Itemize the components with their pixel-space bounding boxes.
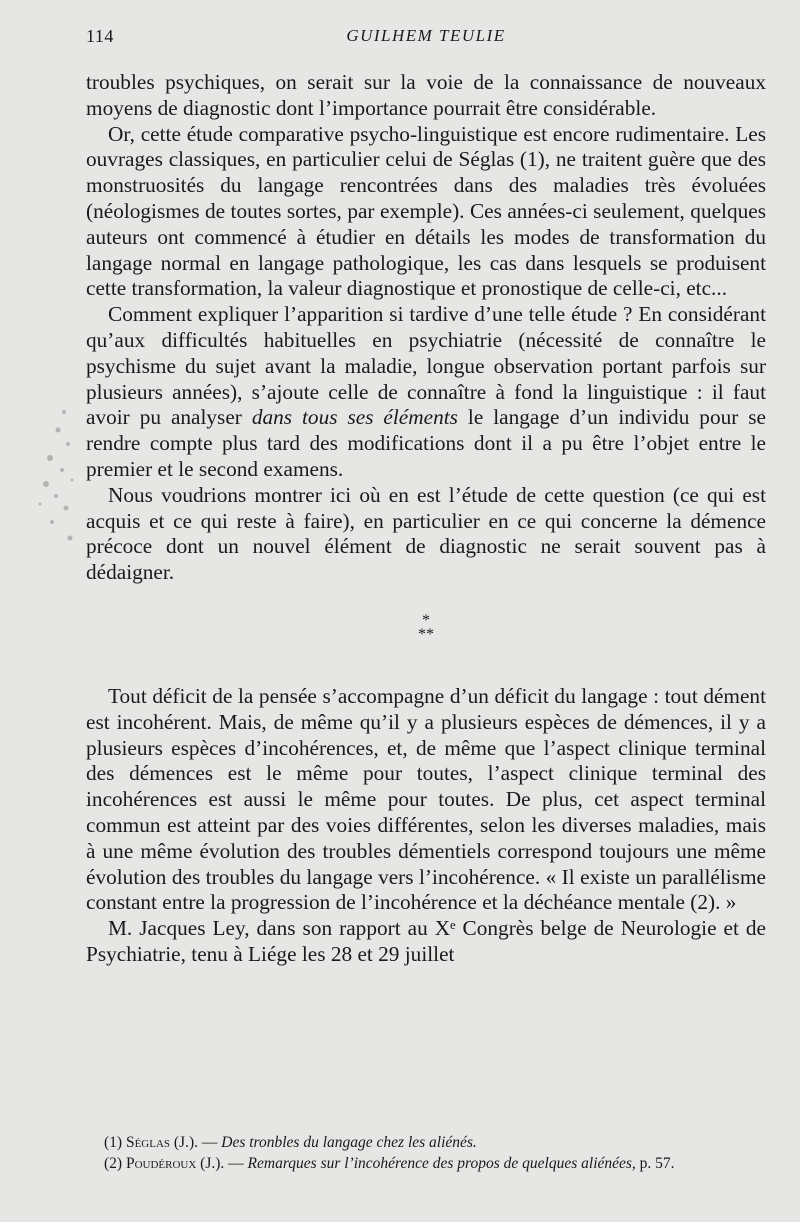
- footnote-author: Séglas (J.).: [125, 1134, 198, 1151]
- paragraph: [86, 302, 766, 483]
- section-asterism: [86, 611, 766, 643]
- footnote-pages: p. 57.: [639, 1155, 675, 1172]
- asterism-bottom: **: [418, 625, 434, 643]
- footnote-title: Remarques sur l’incohérence des propos de quelques aliénées,: [247, 1155, 636, 1172]
- emphasis-text: dans tous ses éléments: [251, 405, 458, 430]
- footnote-marker: (1): [104, 1134, 123, 1151]
- running-head: GUILHEM TEULIE: [346, 26, 506, 45]
- paragraph-text: le langage d’un individu pour se rendre compte plus tard des modifications dont il a pu être l’objet entre le premier et le second examens.: [86, 405, 767, 481]
- footnote-title: Des tronbles du langage chez les aliénés.: [221, 1134, 477, 1151]
- paragraph: troubles psychiques, on serait sur la voie de la connaissance de nouveaux moyens de diagnostic dont l’importance pourrait être considérable.: [86, 70, 766, 120]
- paragraph: Tout déficit de la pensée s’accompagne d’un déficit du langage : tout dément est incohérent. Mais, de même qu’il y a plusieurs espèces de démences, il y a plusieurs espèces d’incohérences, et, de même que l’aspect clinique terminal des démences est le même pour toutes, l’aspect clinique terminal des incohérences est aussi le même pour toutes. De plus, cet aspect terminal commun est atteint par des voies différentes, selon les diverses maladies, mais à une même évolution des troubles démentiels correspond toujours une même évolution des troubles du langage vers l’incohérence. « Il existe un parallélisme constant entre la progression de l’incohérence et la déchéance mentale (2). »: [86, 683, 766, 915]
- footnote-dash: —: [228, 1155, 244, 1172]
- paragraph: Nous voudrions montrer ici où en est l’étude de cette question (ce qui est acquis et ce qui reste à faire), en particulier en ce qui concerne la démence précoce dont un nouvel élément de diagnostic ne serait souvent pas à dédaigner.: [86, 482, 766, 585]
- footnote-author: Poudéroux (J.).: [125, 1155, 225, 1172]
- paragraph-text: Comment expliquer l’apparition si tardive d’une telle étude ? En considérant qu’aux difficultés habituelles en psychiatrie (nécessité de connaître le psychisme du sujet avant la maladie, longue observation portant parfois sur plusieurs années), s’ajoute celle de connaître à fond la linguistique : il faut avoir pu analyser: [86, 302, 766, 430]
- page-header: [86, 26, 766, 52]
- paragraph: M. Jacques Ley, dans son rapport au Xᵉ Congrès belge de Neurologie et de Psychiatrie, tenu à Liége les 28 et 29 juillet: [86, 916, 766, 966]
- paragraph: Or, cette étude comparative psycho-linguistique est encore rudimentaire. Les ouvrages classiques, en particulier celui de Séglas (1), ne traitent guère que des monstruosités du langage rencontrées dans des maladies très évoluées (néologismes de toutes sortes, par exemple). Ces années-ci seulement, quelques auteurs ont commencé à étudier en détails les modes de transformation du langage normal en langage pathologique, les cas dans lesquels se produisent cette transformation, la valeur diagnostique et pronostique de celle-ci, etc...: [86, 121, 766, 301]
- footnote: [86, 1132, 766, 1153]
- page-number: 114: [86, 26, 114, 46]
- asterism-top: *: [422, 611, 430, 629]
- ink-stain-decoration: [28, 400, 78, 550]
- footnote-marker: (2): [104, 1155, 123, 1172]
- footnote-dash: —: [201, 1134, 218, 1151]
- page-body: [86, 70, 766, 968]
- footnotes: [86, 1132, 766, 1174]
- footnote: [86, 1153, 766, 1174]
